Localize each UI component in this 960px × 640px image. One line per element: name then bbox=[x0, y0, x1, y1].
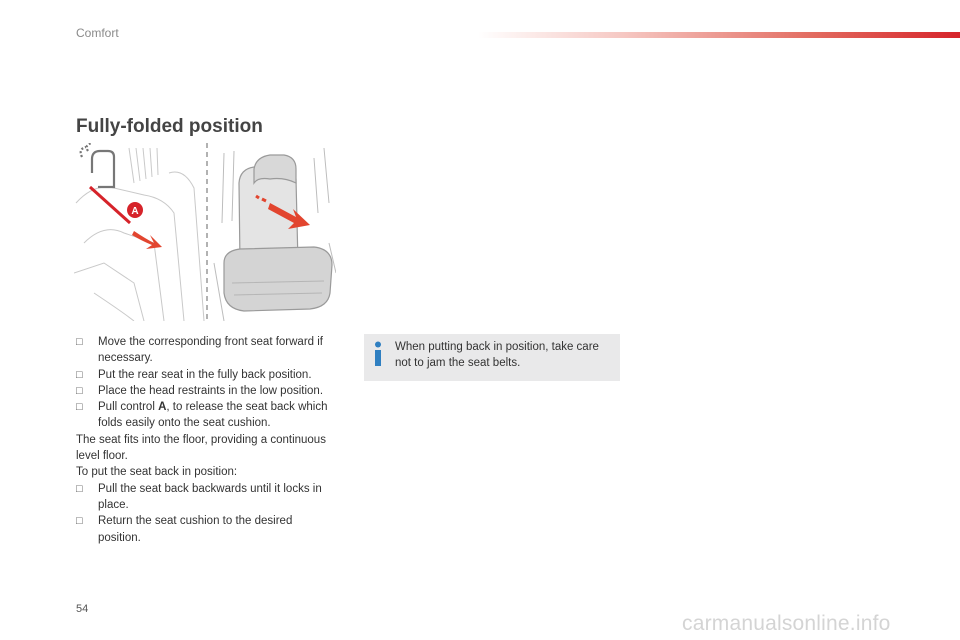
seat-adjust-pictogram bbox=[81, 143, 114, 187]
control-pointer-line bbox=[90, 187, 130, 223]
instruction-step-text bbox=[98, 401, 328, 429]
note-box bbox=[364, 334, 620, 381]
pull-arrow-left bbox=[132, 231, 162, 249]
control-a-marker bbox=[127, 202, 143, 218]
info-icon bbox=[372, 341, 384, 367]
instruction-paragraph: The seat fits into the floor, providing a continuous level floor. bbox=[76, 433, 326, 463]
checkbox-bullet-icon: □ bbox=[76, 368, 83, 381]
instruction-text-pre: Pull control bbox=[98, 401, 159, 414]
instruction-step bbox=[76, 367, 338, 383]
checkbox-bullet-icon: □ bbox=[76, 384, 83, 397]
checkbox-bullet-icon: □ bbox=[76, 515, 83, 528]
header-accent-bar bbox=[478, 32, 960, 38]
checkbox-bullet-icon: □ bbox=[76, 401, 83, 414]
header-section-label: Comfort bbox=[76, 26, 119, 40]
instruction-paragraph: To put the seat back in position: bbox=[76, 466, 238, 479]
instruction-step bbox=[76, 399, 338, 432]
instruction-step-text: Put the rear seat in the fully back position. bbox=[98, 368, 312, 381]
instruction-step bbox=[76, 481, 338, 514]
checkbox-bullet-icon: □ bbox=[76, 336, 83, 348]
page-number: 54 bbox=[76, 603, 89, 615]
instruction-step-text: Place the head restraints in the low position. bbox=[98, 384, 324, 397]
checkbox-bullet-icon: □ bbox=[76, 482, 83, 495]
instruction-text-post: , to release the seat back which folds easily onto the seat cushion. bbox=[98, 401, 328, 430]
instruction-step-text: Move the corresponding front seat forward if necessary. bbox=[98, 336, 324, 365]
page-title: Fully-folded position bbox=[76, 116, 263, 137]
note-text: When putting back in position, take care not to jam the seat belts. bbox=[395, 341, 599, 370]
watermark: carmanualsonline.info bbox=[682, 612, 891, 635]
instruction-control-label: A bbox=[158, 401, 167, 414]
instruction-step-text: Return the seat cushion to the desired position. bbox=[98, 515, 293, 544]
control-a-label: A bbox=[131, 206, 139, 217]
instruction-step bbox=[76, 334, 338, 367]
instruction-step bbox=[76, 513, 338, 546]
seat-folding-illustration bbox=[74, 143, 336, 321]
instruction-step bbox=[76, 383, 338, 399]
instructions-list bbox=[76, 334, 338, 546]
instruction-step-text: Pull the seat back backwards until it locks in place. bbox=[98, 482, 322, 511]
